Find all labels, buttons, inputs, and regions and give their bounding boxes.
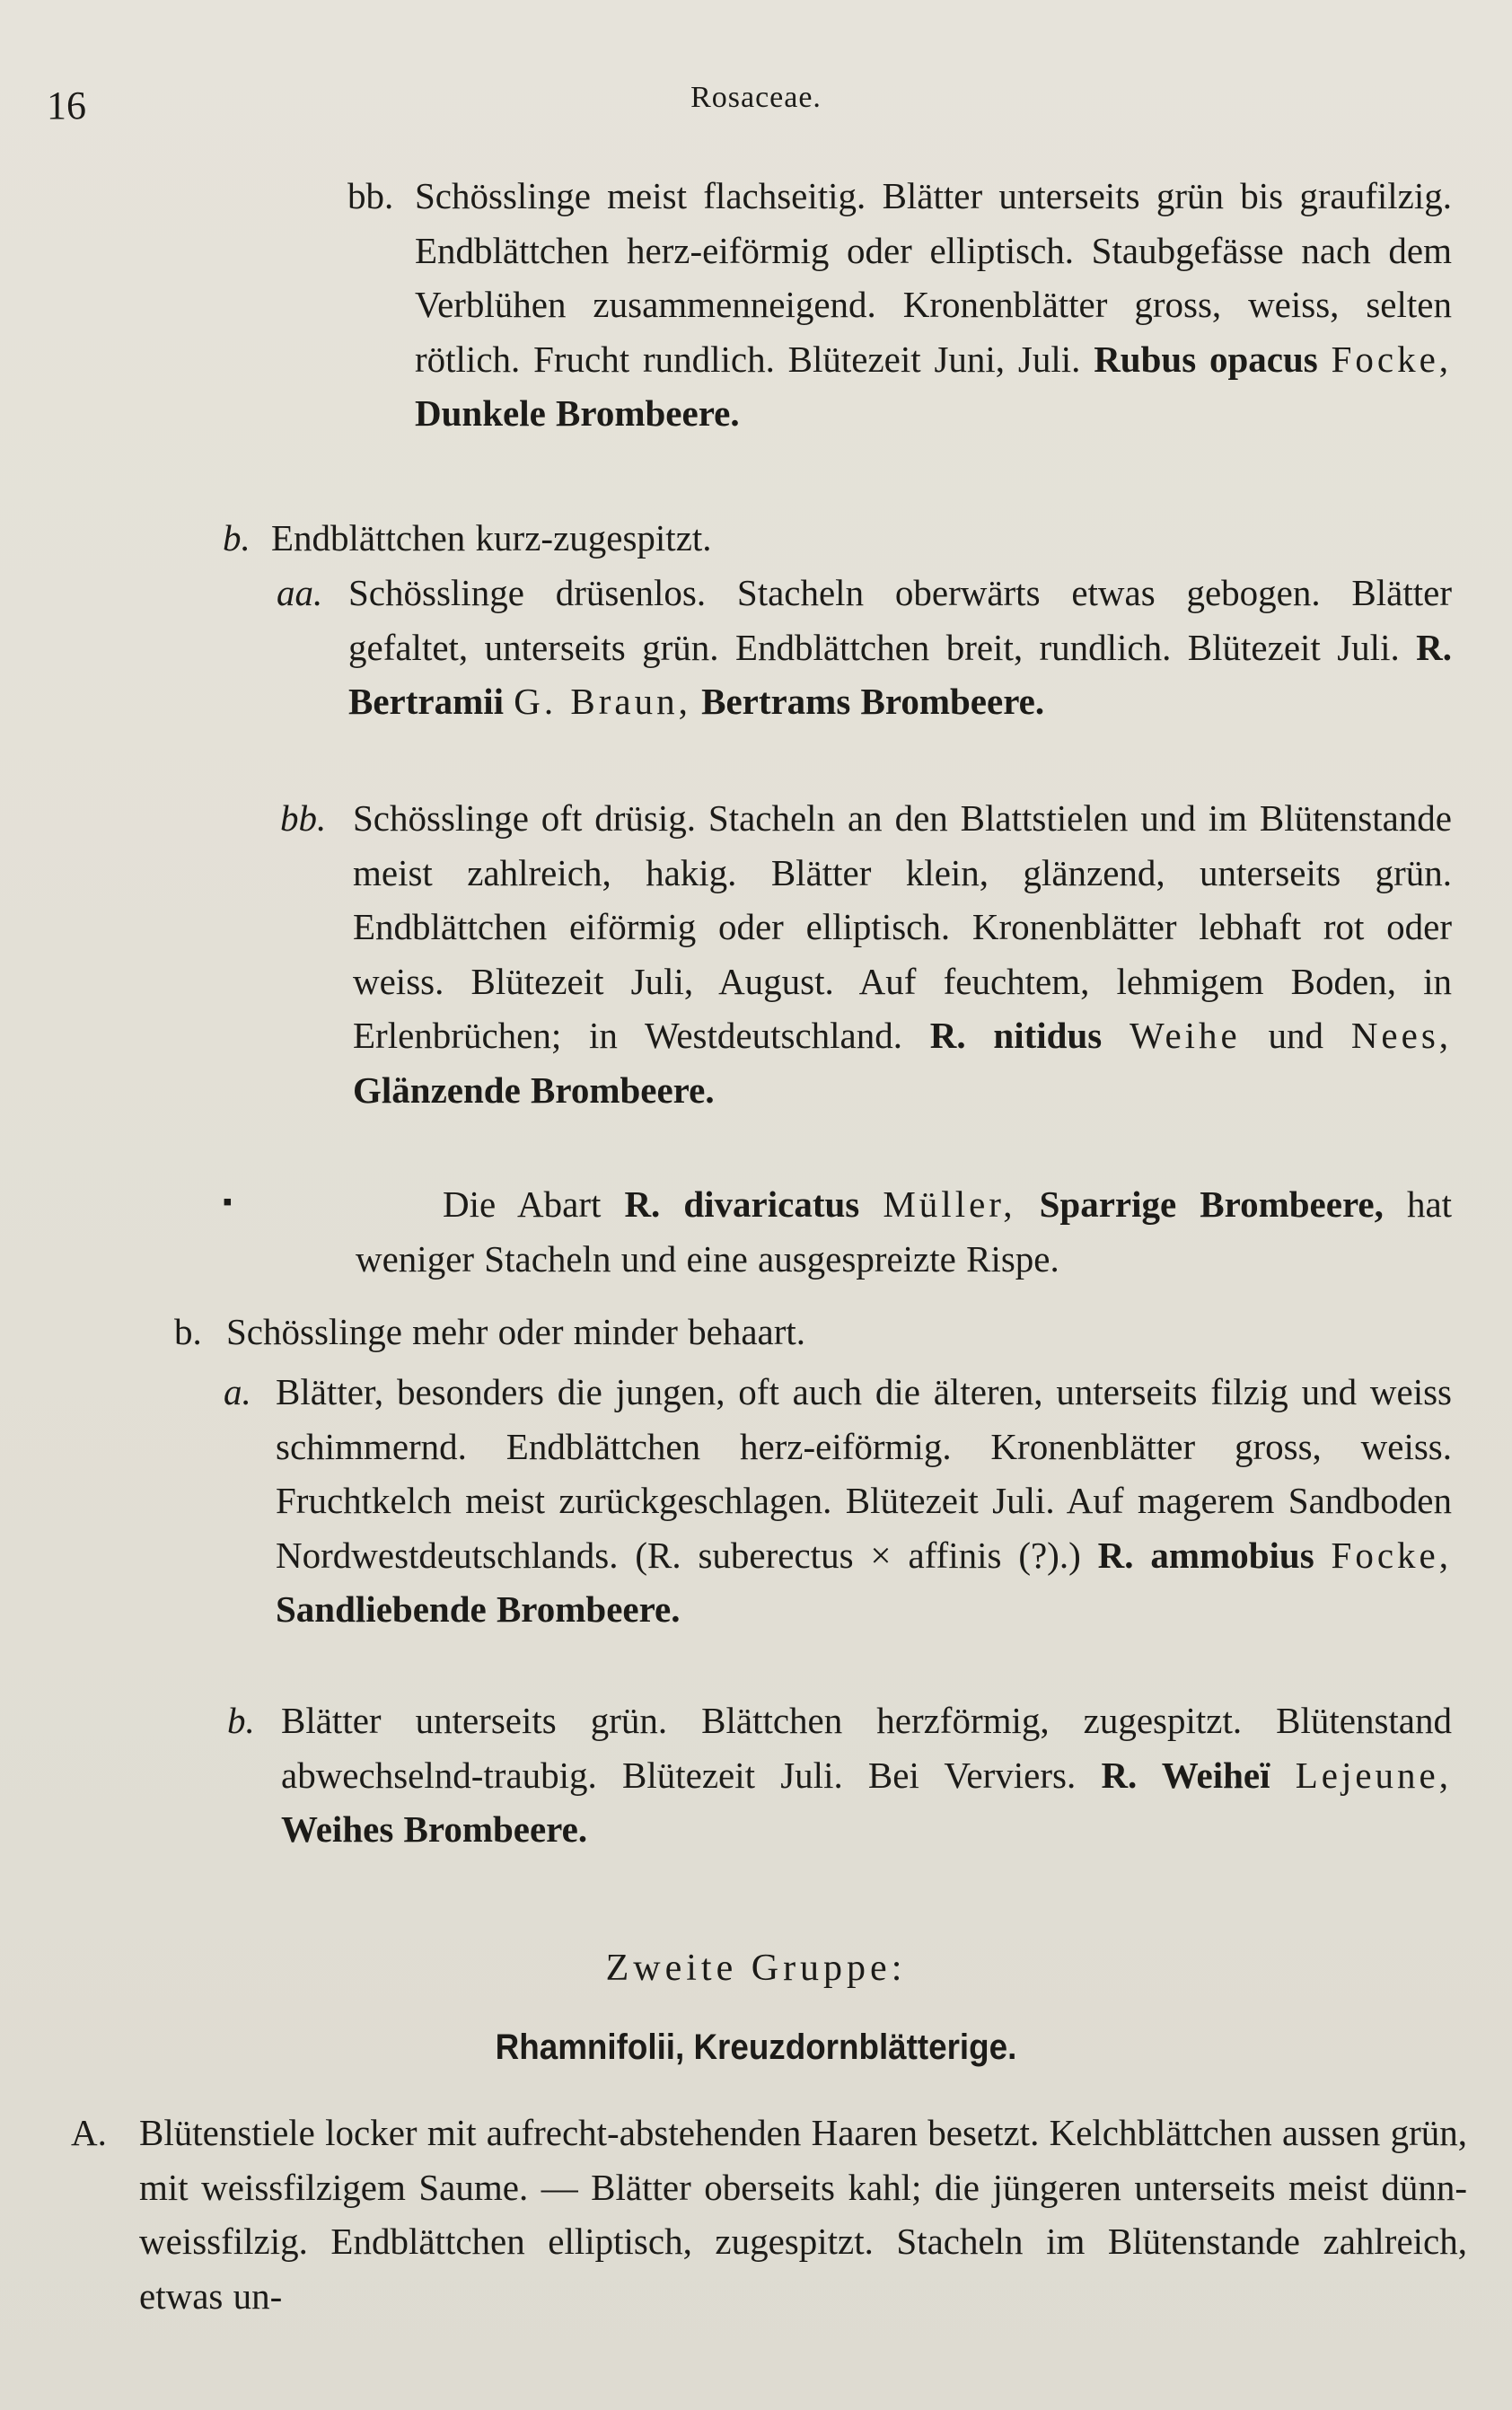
key-text: Blütenstiele locker mit aufrecht-abstehenden Haaren besetzt. Kelchblättchen aussen grün, mit weissfilzigem Saume. — Blätter oberseits kahl; die jüngeren unterseits meist dünn-weissfilzig. Endblättchen elliptisch, zugespitzt. Stacheln im Blütenstande zahlreich, etwas un- (139, 2112, 1467, 2317)
species-author: G. Braun, (514, 681, 691, 722)
common-name: Sparrige Brombeere, (1039, 1183, 1384, 1225)
hybrid-cross-symbol: × (870, 1534, 892, 1576)
key-label: b. (174, 1311, 202, 1352)
species-author: Focke, (1331, 338, 1453, 380)
variety-description: hat weniger Stacheln und eine ausgespreizte Rispe. (356, 1183, 1453, 1280)
common-name: Glänzende Brombeere. (353, 1069, 715, 1111)
common-name: Sandliebende Brombeere. (276, 1588, 681, 1630)
group-subheading: Rhamnifolii, Kreuzdornblätterige. (495, 2027, 1017, 2067)
species-name: R. nitidus (929, 1015, 1103, 1056)
entry-rubus-bertramii (277, 566, 1452, 729)
species-author: Focke, (1331, 1534, 1452, 1576)
entry-rubus-ammobius (224, 1365, 1452, 1637)
key-item-b-hairy (174, 1305, 1452, 1359)
common-name: Weihes Brombeere. (281, 1808, 588, 1850)
key-text: Endblättchen kurz-zugespitzt. (271, 517, 712, 559)
group-heading: Zweite Gruppe: (605, 1948, 907, 1989)
species-author: Müller, (883, 1183, 1016, 1225)
entry-label: a. (224, 1371, 251, 1412)
species-name: R. Bertramii (348, 626, 1452, 722)
entry-rubus-nitidus (280, 791, 1453, 1117)
species-name: R. divaricatus (624, 1183, 860, 1225)
species-name: Rubus opacus (1094, 338, 1318, 380)
species-author: Weihe (1130, 1015, 1241, 1056)
entry-label: b. (227, 1700, 255, 1741)
entry-label: bb. (280, 797, 327, 839)
running-title: Rosaceae. (690, 81, 822, 114)
key-item-b (223, 511, 1452, 566)
entry-description: Schösslinge drüsenlos. Stacheln oberwärts etwas gebogen. Blätter gefaltet, unterseits grün. Endblättchen breit, rundlich. Blütezeit Juli. (348, 572, 1452, 668)
entry-rubus-divaricatus (356, 1177, 1452, 1286)
variety-intro: Die Abart (443, 1183, 602, 1225)
key-label: b. (223, 517, 251, 559)
page-number: 16 (47, 84, 86, 128)
species-name: R. ammobius (1097, 1534, 1314, 1576)
print-speck: ▪ (223, 1187, 233, 1217)
key-item-A (71, 2106, 1467, 2323)
species-author: Lejeune, (1295, 1754, 1452, 1796)
entry-description-2: affinis (?).) (908, 1534, 1081, 1576)
entry-label: aa. (277, 572, 323, 613)
entry-rubus-weihei (227, 1693, 1452, 1857)
common-name: Bertrams Brombeere. (701, 681, 1045, 722)
entry-description: Schösslinge meist flachseitig. Blätter unterseits grün bis graufilzig. Endblättchen herz-eiförmig oder elliptisch. Staubgefässe nach dem Verblühen zusammenneigend. Kronenblätter gross, weiss, selten rötlich. Frucht rundlich. Blütezeit Juni, Juli. (415, 175, 1452, 380)
species-author-2: Nees, (1350, 1015, 1453, 1056)
entry-rubus-opacus (347, 169, 1453, 441)
common-name: Dunkele Brombeere. (415, 392, 740, 434)
entry-description: Schösslinge oft drüsig. Stacheln an den Blattstielen und im Blütenstande meist zahlreich, hakig. Blätter klein, glänzend, unterseits grün. Endblättchen eiförmig oder elliptisch. Kronenblätter lebhaft rot oder weiss. Blütezeit Juli, August. Auf feuchtem, lehmigem Boden, in Erlenbrüchen; in Westdeutschland. (353, 797, 1452, 1056)
species-name: R. Weiheï (1101, 1754, 1270, 1796)
entry-description: Blätter, besonders die jungen, oft auch die älteren, unterseits filzig und weiss schimmernd. Endblättchen herz-eiförmig. Kronenblätter gross, weiss. Fruchtkelch meist zurückgeschlagen. Blütezeit Juli. Auf magerem Sandboden Nordwestdeutschlands. (R. suberectus (276, 1371, 1452, 1576)
entry-description: Blätter unterseits grün. Blättchen herzförmig, zugespitzt. Blütenstand abwechselnd-traubig. Blütezeit Juli. Bei Verviers. (281, 1700, 1452, 1796)
key-text: Schösslinge mehr oder minder behaart. (226, 1311, 806, 1352)
key-label: A. (71, 2112, 107, 2153)
entry-label: bb. (347, 175, 394, 216)
conjunction: und (1268, 1015, 1324, 1056)
